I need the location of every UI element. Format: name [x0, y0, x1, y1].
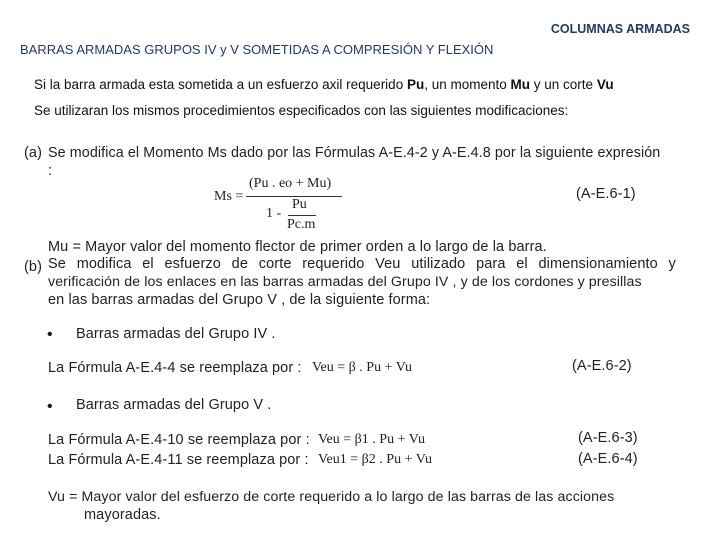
intro-text-c: y un corte	[530, 77, 597, 92]
intro-text-a: Si la barra armada esta sometida a un esfuerzo axil requerido	[34, 77, 407, 92]
section-title: COLUMNAS ARMADAS	[550, 22, 690, 36]
formula-ms-den-pu: Pu	[292, 197, 307, 212]
item-a-colon: :	[48, 163, 53, 179]
formula-ms-den-pcm: Pc.m	[287, 217, 316, 232]
bullet-icon: •	[47, 326, 53, 343]
group-v-formula-1: Veu = β1 . Pu + Vu	[318, 432, 425, 447]
formula-ref-e6-3: (A-E.6-3)	[578, 430, 638, 446]
intro-line-1	[34, 77, 614, 92]
formula-ref-e6-2: (A-E.6-2)	[572, 358, 632, 374]
formula-ms-inner-bar	[288, 215, 316, 216]
item-b-line-1	[48, 256, 676, 272]
formula-ref-e6-4: (A-E.6-4)	[578, 451, 638, 467]
b-word: modifica	[76, 256, 132, 272]
intro-text-b: , un momento	[424, 77, 511, 92]
b-word: esfuerzo	[164, 256, 221, 272]
group-v-formula-2-text: La Fórmula A-E.4-11 se reemplaza por :	[48, 452, 309, 468]
formula-ms-den-one: 1 -	[266, 206, 282, 221]
b-word: el	[516, 256, 528, 272]
group-iv-label: Barras armadas del Grupo IV .	[76, 326, 276, 342]
intro-line-2: Se utilizaran los mismos procedimientos especificados con las siguientes modificaciones:	[34, 103, 569, 118]
vu-definition-line-2: mayoradas.	[84, 507, 161, 523]
b-word: Se	[48, 256, 66, 272]
group-iv-formula-text: La Fórmula A-E.4-4 se reemplaza por :	[48, 360, 302, 376]
intro-pu: Pu	[406, 77, 425, 92]
b-word: de	[231, 256, 248, 272]
b-word: el	[142, 256, 154, 272]
b-word: para	[476, 256, 506, 272]
item-a-text: Se modifica el Momento Ms dado por las Fórmulas A-E.4-2 y A-E.4.8 por la siguiente expresión	[48, 145, 661, 161]
b-word: Veu	[375, 256, 401, 272]
b-word: y	[668, 256, 676, 272]
vu-definition-line-1: Vu = Mayor valor del esfuerzo de corte requerido a lo largo de las barras de las acciones	[48, 489, 615, 505]
item-b-line-3: en las barras armadas del Grupo V , de la siguiente forma:	[48, 292, 431, 308]
b-word: utilizado	[411, 256, 466, 272]
page-subtitle: BARRAS ARMADAS GRUPOS IV y V SOMETIDAS A COMPRESIÓN Y FLEXIÓN	[20, 42, 494, 57]
group-v-formula-2: Veu1 = β2 . Pu + Vu	[318, 452, 432, 467]
b-word: dimensionamiento	[538, 256, 658, 272]
item-b-label: (b)	[24, 259, 43, 275]
mu-definition: Mu = Mayor valor del momento flector de primer orden a lo largo de la barra.	[48, 239, 547, 255]
formula-ms-numerator: (Pu . eo + Mu)	[249, 176, 332, 191]
formula-ref-e6-1: (A-E.6-1)	[576, 186, 636, 202]
formula-ms-lhs: Ms =	[214, 189, 244, 204]
item-b-line-2: verificación de los enlaces en las barras armadas del Grupo IV , y de los cordones y presillas	[48, 274, 642, 290]
intro-mu: Mu	[510, 77, 531, 92]
group-v-label: Barras armadas del Grupo V .	[76, 397, 272, 413]
b-word: requerido	[302, 256, 365, 272]
b-word: corte	[258, 256, 292, 272]
group-v-formula-1-text: La Fórmula A-E.4-10 se reemplaza por :	[48, 432, 310, 448]
group-iv-formula: Veu = β . Pu + Vu	[312, 360, 412, 375]
bullet-icon: •	[47, 398, 53, 415]
item-a-label: (a)	[24, 145, 43, 161]
intro-vu: Vu	[596, 77, 614, 92]
